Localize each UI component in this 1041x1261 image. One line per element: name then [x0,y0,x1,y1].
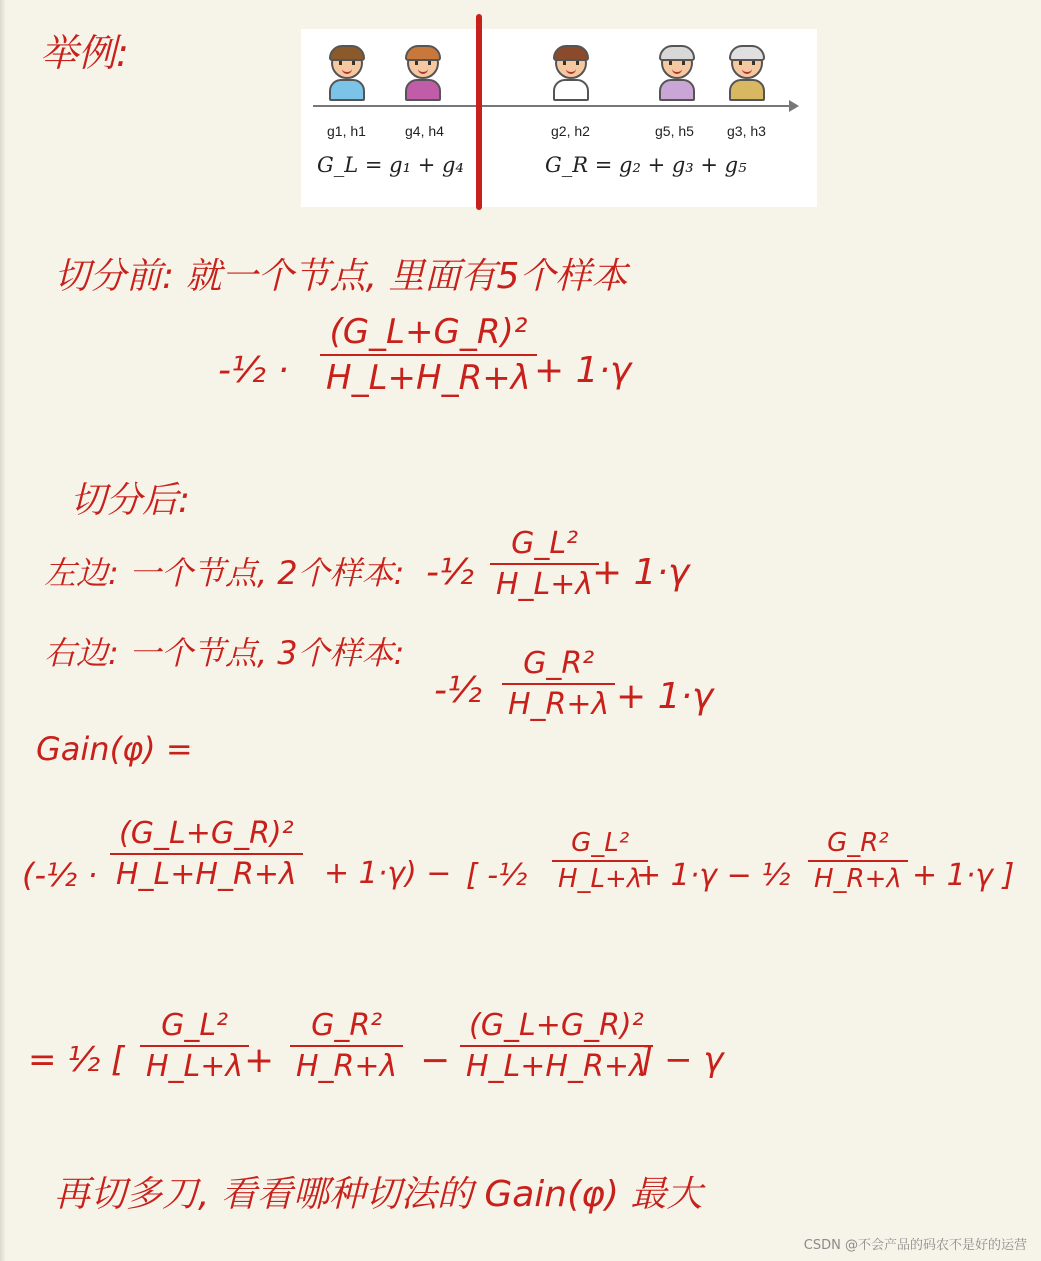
denominator: H_R+λ [508,687,610,722]
gain-part2-prefix: [ -½ [466,858,528,893]
denominator: H_L+λ [558,864,643,894]
person-grandma-icon [655,45,699,101]
watermark: CSDN @不会产品的码农不是好的运营 [803,1238,1027,1253]
denominator: H_R+λ [296,1049,398,1084]
gain-part2-mid: + 1·γ − ½ [636,858,791,893]
before-fraction [320,312,537,398]
figure-label: g5, h5 [655,123,694,139]
numerator: (G_L+G_R)² [119,816,294,851]
numerator: G_L² [161,1008,229,1043]
before-suffix: + 1·γ [534,350,632,391]
heading: 举例: [40,31,129,75]
gain-part2-fraction-left [552,828,648,894]
numerator: G_R² [311,1008,383,1043]
before-prefix: -½ · [218,350,289,391]
left-side-text: 左边: 一个节点, 2个样本: [44,554,405,592]
simplified-fraction-1 [140,1008,249,1084]
denominator: H_L+H_R+λ [116,857,297,892]
gain-label: Gain(φ) = [36,730,193,768]
left-formula: G_L = g₁ + g₄ [317,153,464,177]
right-side-text: 右边: 一个节点, 3个样本: [44,634,405,672]
gain-part2-fraction-right [808,828,908,894]
simplified-suffix: ] − γ [640,1040,724,1080]
after-split-text: 切分后: [70,480,191,521]
figure-label: g4, h4 [405,123,444,139]
numerator: (G_L+G_R)² [469,1008,644,1043]
right-prefix: -½ [434,670,482,711]
person-grandpa-icon [725,45,769,101]
denominator: H_L+λ [496,567,594,602]
denominator: H_L+H_R+λ [326,358,531,398]
left-fraction [490,526,599,602]
simplified-fraction-3 [460,1008,653,1084]
conclusion-text: 再切多刀, 看看哪种切法的 Gain(φ) 最大 [54,1174,703,1215]
numerator: G_R² [827,828,889,858]
figure-label: g1, h1 [327,123,366,139]
split-line [476,14,482,210]
page-edge [0,0,6,1261]
numerator: G_L² [571,828,630,858]
denominator: H_L+H_R+λ [466,1049,647,1084]
numerator: (G_L+G_R)² [329,312,528,352]
person-woman-icon [549,45,593,101]
gain-part1-prefix: (-½ · [22,856,98,894]
person-boy-icon [325,45,369,101]
example-figure [301,29,817,207]
figure-label: g3, h3 [727,123,766,139]
right-fraction [502,646,615,722]
person-girl-icon [401,45,445,101]
figure-axis [313,105,793,107]
right-formula: G_R = g₂ + g₃ + g₅ [545,153,747,177]
left-prefix: -½ [426,552,474,593]
simplified-op2: − [420,1040,451,1081]
left-suffix: + 1·γ [592,552,690,593]
gain-part1-suffix: + 1·γ) − [324,856,452,891]
numerator: G_L² [511,526,579,561]
denominator: H_L+λ [146,1049,244,1084]
gain-part2-suffix: + 1·γ ] [912,858,1015,893]
simplified-fraction-2 [290,1008,403,1084]
gain-part1-fraction [110,816,303,892]
axis-arrow-icon [789,100,799,112]
simplified-prefix: = ½ [ [28,1040,125,1080]
right-suffix: + 1·γ [616,676,714,717]
numerator: G_R² [523,646,595,681]
simplified-op1: + [244,1040,275,1081]
before-split-text: 切分前: 就一个节点, 里面有5个样本 [54,256,628,297]
denominator: H_R+λ [814,864,902,894]
figure-label: g2, h2 [551,123,590,139]
